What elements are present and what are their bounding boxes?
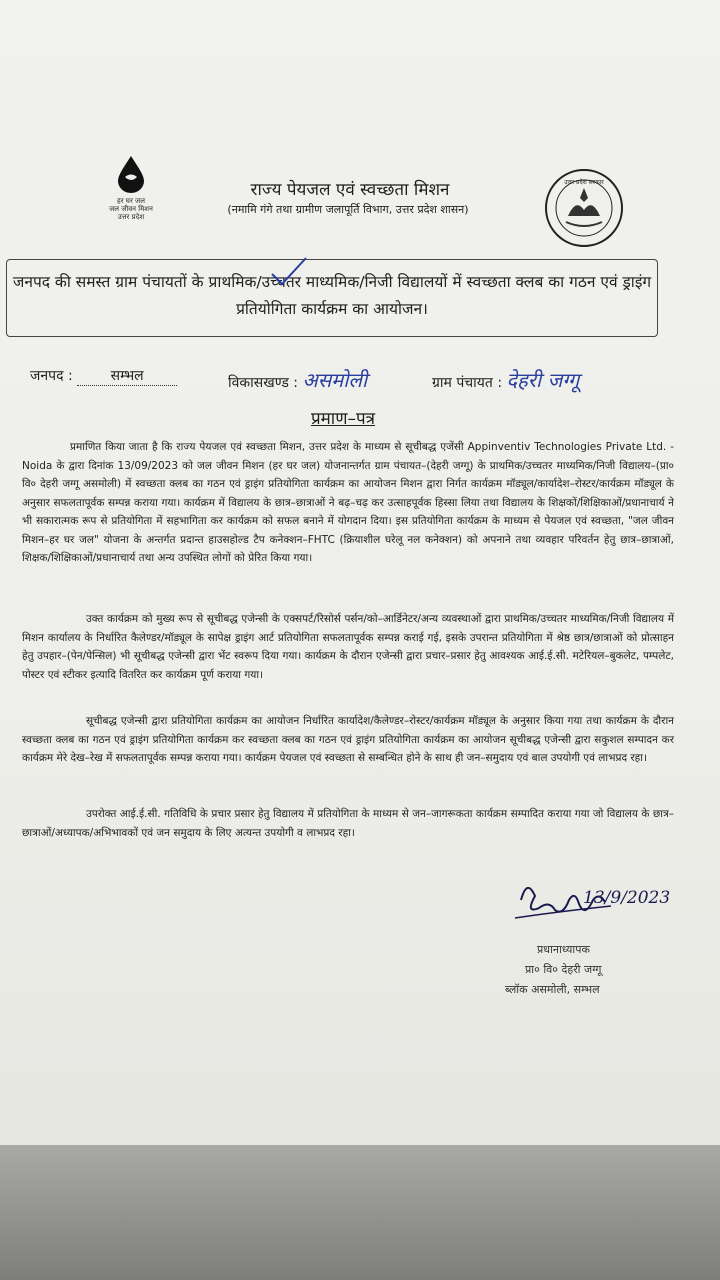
logo-line-2: जल जीवन मिशन <box>109 205 153 213</box>
seal-label: उत्तर प्रदेश सरकार <box>564 179 604 186</box>
block-label: विकासखण्ड : <box>228 375 299 391</box>
paragraph-3: सूचीबद्ध एजेन्सी द्वारा प्रतियोगिता कार्यक्रम का आयोजन निर्धारित कार्यादेश/कैलेण्डर–रोस्टर/कार्यक्रम मॉड्यूल के अनुसार किया गया तथा कार्यक्रम के दौरान स्वच्छता क्लब का गठन एवं ड्राइंग प्रतियोगिता कार्यक्रम कर स्वच्छता क्लब का गठन एवं ड्राइंग प्रतियोगिता कार्यक्रम का आयोजन सूचीबद्ध एजेन्सी द्वारा सकुशल सम्पादन कर कार्यक्रम मेरे देख–रेख में सफलतापूर्वक सम्पन्न कराया गया। कार्यक्रम पेयजल एवं स्वच्छता से सम्बन्धित होने के साथ ही जन–समुदाय एवं बाल उपयोगी एवं लाभप्रद रहा। <box>22 715 674 764</box>
stamp-line-2: प्रा० वि० देहरी जग्गू <box>525 963 602 976</box>
subject-text: जनपद की समस्त ग्राम पंचायतों के प्राथमिक/उच्चतर माध्यमिक/निजी विद्यालयों में स्वच्छता क्लब का गठन एवं ड्राइंग प्रतियोगिता कार्यक्रम का आयोजन। <box>12 273 652 318</box>
checkmark-icon <box>268 256 308 286</box>
paragraph-4: उपरोक्त आई.ई.सी. गतिविधि के प्रचार प्रसार हेतु विद्यालय में प्रतियोगिता के माध्यम से जन–जागरूकता कार्यक्रम सम्पादित कराया गया जो विद्यालय के छात्र–छात्राओं/अध्यापक/अभिभावकों एवं जन समुदाय के लिए अत्यन्त उपयोगी व लाभप्रद रहा। <box>22 808 674 839</box>
certificate-title: प्रमाण–पत्र <box>310 409 376 429</box>
logo-line-1: हर घर जल <box>117 197 145 205</box>
panchayat-label: ग्राम पंचायत : <box>432 375 503 391</box>
subject-box <box>6 259 658 337</box>
district-value: सम्भल <box>77 366 177 386</box>
paragraph-1: प्रमाणित किया जाता है कि राज्य पेयजल एवं स्वच्छता मिशन, उत्तर प्रदेश के माध्यम से सूचीबद्ध एजेंसी Appinventiv Technologies Private Ltd. - Noida के द्वारा दिनांक 13/09/2023 को जल जीवन मिशन (हर घर जल) योजनान्तर्गत ग्राम पंचायत–(देहरी जग्गू) के प्राथमिक/उच्चतर माध्यमिक/निजी विद्यालय–(प्रा० वि० देहरी जग्गू असमोली) में स्वच्छता क्लब का गठन एवं ड्राइंग प्रतियोगिता कार्यक्रम का आयोजन मिशन द्वारा निर्गत कार्यक्रम मॉड्यूल/कार्यादेश–रोस्टर/कार्यक्रम मॉड्यूल के अनुसार सफलतापूर्वक सम्पन्न कराया गया। कार्यक्रम में विद्यालय के छात्र–छात्राओं ने बढ़–चढ़ कर उत्साहपूर्वक हिस्सा लिया तथा विद्यालय के शिक्षकों/शिक्षिकाओं/प्रधानाचार्य ने भी सकारात्मक रूप से प्रतियोगिता में सहभागिता कर कार्यक्रम को सफल बनाने में योगदान दिया। इस प्रतियोगिता कार्यक्रम के माध्यम से पेयजल एवं स्वच्छता, "जल जीवन मिशन–हर घर जल" योजना के अन्तर्गत प्रदान्त हाउसहोल्ड टैप कनेक्शन–FHTC (क्रियाशील घरेलू नल कनेक्शन) को अपनाने तथा व्यवहार परिवर्तन हेतु छात्र–छात्राओं, शिक्षक/शिक्षिकाओं/प्रधानाचार्य तथा अन्य उपस्थित लोगों को प्रेरित किया गया। <box>22 441 674 564</box>
panchayat-field <box>432 366 579 393</box>
signature-date: 13/9/2023 <box>583 888 671 908</box>
block-field <box>228 366 367 393</box>
header-title: राज्य पेयजल एवं स्वच्छता मिशन <box>250 180 450 200</box>
logo-line-3: उत्तर प्रदेश <box>117 213 145 221</box>
district-label: जनपद : <box>30 368 73 384</box>
panchayat-value: देहरी जग्गू <box>506 368 580 392</box>
paragraph-2: उक्त कार्यक्रम को मुख्य रूप से सूचीबद्ध एजेन्सी के एक्सपर्ट/रिसोर्स पर्सन/को–आर्डिनेटर/अन्य व्यवस्थाओं द्वारा प्राथमिक/उच्चतर माध्यमिक/निजी विद्यालय में मिशन कार्यालय के निर्धारित कैलेण्डर/मॉड्यूल के सापेक्ष ड्राइंग आर्ट प्रतियोगिता सफलतापूर्वक सम्पन्न कराई गई, इसके उपरान्त प्रतियोगिता में श्रेष्ठ छात्र/छात्राओं को प्रोत्साहन हेतु उपहार–(पेन/पेन्सिल) भी सूचीबद्ध एजेन्सी द्वारा भेंट स्वरूप दिया गया। कार्यक्रम के दौरान एजेन्सी द्वारा प्रचार–प्रसार हेतु आवश्यक आई.ई.सी. मटेरियल–बुकलेट, पम्पलेट, पोस्टर एवं स्टीकर इत्यादि वितरित कर कार्यक्रम पूर्ण कराया गया। <box>22 613 674 681</box>
up-government-seal <box>544 168 624 248</box>
district-field <box>30 366 177 386</box>
jal-jeevan-mission-logo <box>96 155 166 221</box>
background-surface <box>0 1145 720 1280</box>
stamp-line-3: ब्लॉक असमोली, सम्भल <box>505 983 600 996</box>
principal-stamp <box>475 940 685 1000</box>
block-value: असमोली <box>302 368 368 392</box>
water-drop-icon <box>116 155 146 193</box>
stamp-line-1: प्रधानाध्यापक <box>537 943 590 956</box>
header-subtitle: (नमामि गंगे तथा ग्रामीण जलापूर्ति विभाग, उत्तर प्रदेश शासन) <box>227 203 469 216</box>
